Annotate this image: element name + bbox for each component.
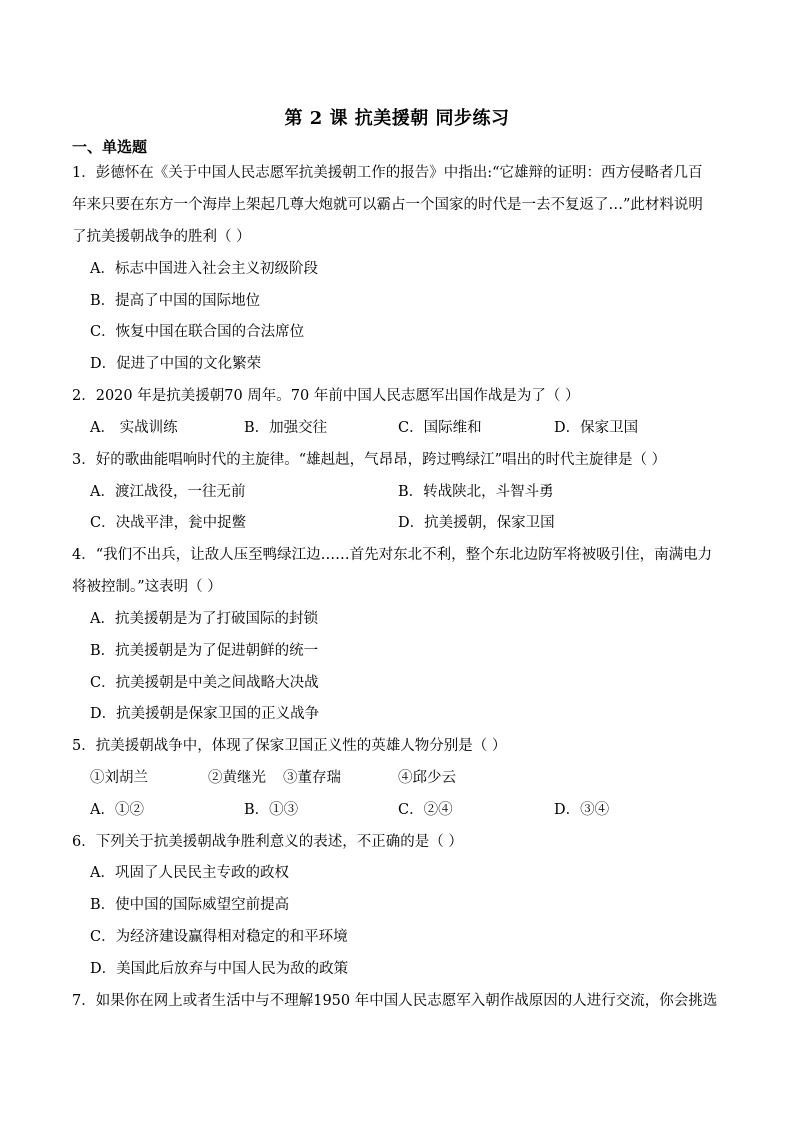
- question-4-option-d[interactable]: D．抗美援朝是保家卫国的正义战争: [90, 706, 320, 722]
- question-1-option-d[interactable]: D．促进了中国的文化繁荣: [90, 356, 262, 372]
- question-4-option-a[interactable]: A．抗美援朝是为了打破国际的封锁: [90, 611, 318, 627]
- question-3-option-c[interactable]: C．决战平津，瓮中捉鳖: [90, 515, 247, 531]
- question-6-option-c[interactable]: C．为经济建设赢得相对稳定的和平环境: [90, 929, 348, 945]
- question-2-line-1: 2．2020 年是抗美援朝70 周年。70 年前中国人民志愿军出国作战是为了（ ）: [72, 388, 580, 404]
- question-5-item-1: ①刘胡兰: [90, 770, 148, 786]
- question-1-option-c[interactable]: C．恢复中国在联合国的合法席位: [90, 324, 305, 340]
- question-3-line-1: 3．好的歌曲能唱响时代的主旋律。“雄赳赳，气昂昂，跨过鸭绿江”唱出的时代主旋律是（ ）: [72, 452, 667, 468]
- question-2-option-b[interactable]: B．加强交往: [244, 420, 328, 436]
- question-1-option-b[interactable]: B．提高了中国的国际地位: [90, 293, 261, 309]
- question-6-option-d[interactable]: D．美国此后放弃与中国人民为敌的政策: [90, 961, 349, 977]
- question-5-option-b[interactable]: B．①③: [244, 802, 299, 818]
- question-4-option-c[interactable]: C．抗美援朝是中美之间战略大决战: [90, 675, 319, 691]
- question-5-option-d[interactable]: D．③④: [554, 802, 610, 818]
- question-5-item-3: ③董存瑞: [283, 770, 341, 786]
- question-2-option-c[interactable]: C．国际维和: [398, 420, 482, 436]
- question-7-line-1: 7．如果你在网上或者生活中与不理解1950 年中国人民志愿军入朝作战原因的人进行交流，你会挑选: [72, 993, 718, 1009]
- question-5-item-4: ④邱少云: [398, 770, 456, 786]
- question-2-option-a[interactable]: A． 实战训练: [90, 420, 178, 436]
- question-4-option-b[interactable]: B．抗美援朝是为了促进朝鲜的统一: [90, 643, 319, 659]
- question-6-option-a[interactable]: A．巩固了人民民主专政的政权: [90, 865, 289, 881]
- question-6-line-1: 6．下列关于抗美援朝战争胜利意义的表述，不正确的是（ ）: [72, 834, 463, 850]
- page-title: 第 2 课 抗美援朝 同步练习: [284, 108, 510, 129]
- question-5-line-1: 5．抗美援朝战争中，体现了保家卫国正义性的英雄人物分别是（ ）: [72, 738, 507, 754]
- question-5-item-2: ②黄继光: [208, 770, 266, 786]
- question-1-line-1: 1．彭德怀在《关于中国人民志愿军抗美援朝工作的报告》中指出:“它雄辩的证明：西方侵略者几百: [72, 165, 703, 181]
- question-4-line-1: 4．“我们不出兵，让敌人压至鸭绿江边……首先对东北不利，整个东北边防军将被吸引住，南满电力: [72, 547, 713, 563]
- question-3-option-a[interactable]: A．渡江战役，一往无前: [90, 484, 246, 500]
- question-5-option-a[interactable]: A．①②: [90, 802, 144, 818]
- question-1-option-a[interactable]: A．标志中国进入社会主义初级阶段: [90, 261, 318, 277]
- question-2-option-d[interactable]: D．保家卫国: [554, 420, 639, 436]
- question-1-line-3: 了抗美援朝战争的胜利（ ）: [72, 229, 251, 245]
- question-6-option-b[interactable]: B．使中国的国际威望空前提高: [90, 897, 290, 913]
- question-4-line-2: 将被控制。”这表明（ ）: [72, 579, 222, 595]
- question-1-line-2: 年来只要在东方一个海岸上架起几尊大炮就可以霸占一个国家的时代是一去不复返了…”此材料说明: [72, 197, 703, 213]
- question-5-option-c[interactable]: C．②④: [398, 802, 453, 818]
- section-heading: 一、单选题: [72, 138, 148, 156]
- question-3-option-d[interactable]: D．抗美援朝，保家卫国: [398, 515, 555, 531]
- question-3-option-b[interactable]: B．转战陕北，斗智斗勇: [398, 484, 554, 500]
